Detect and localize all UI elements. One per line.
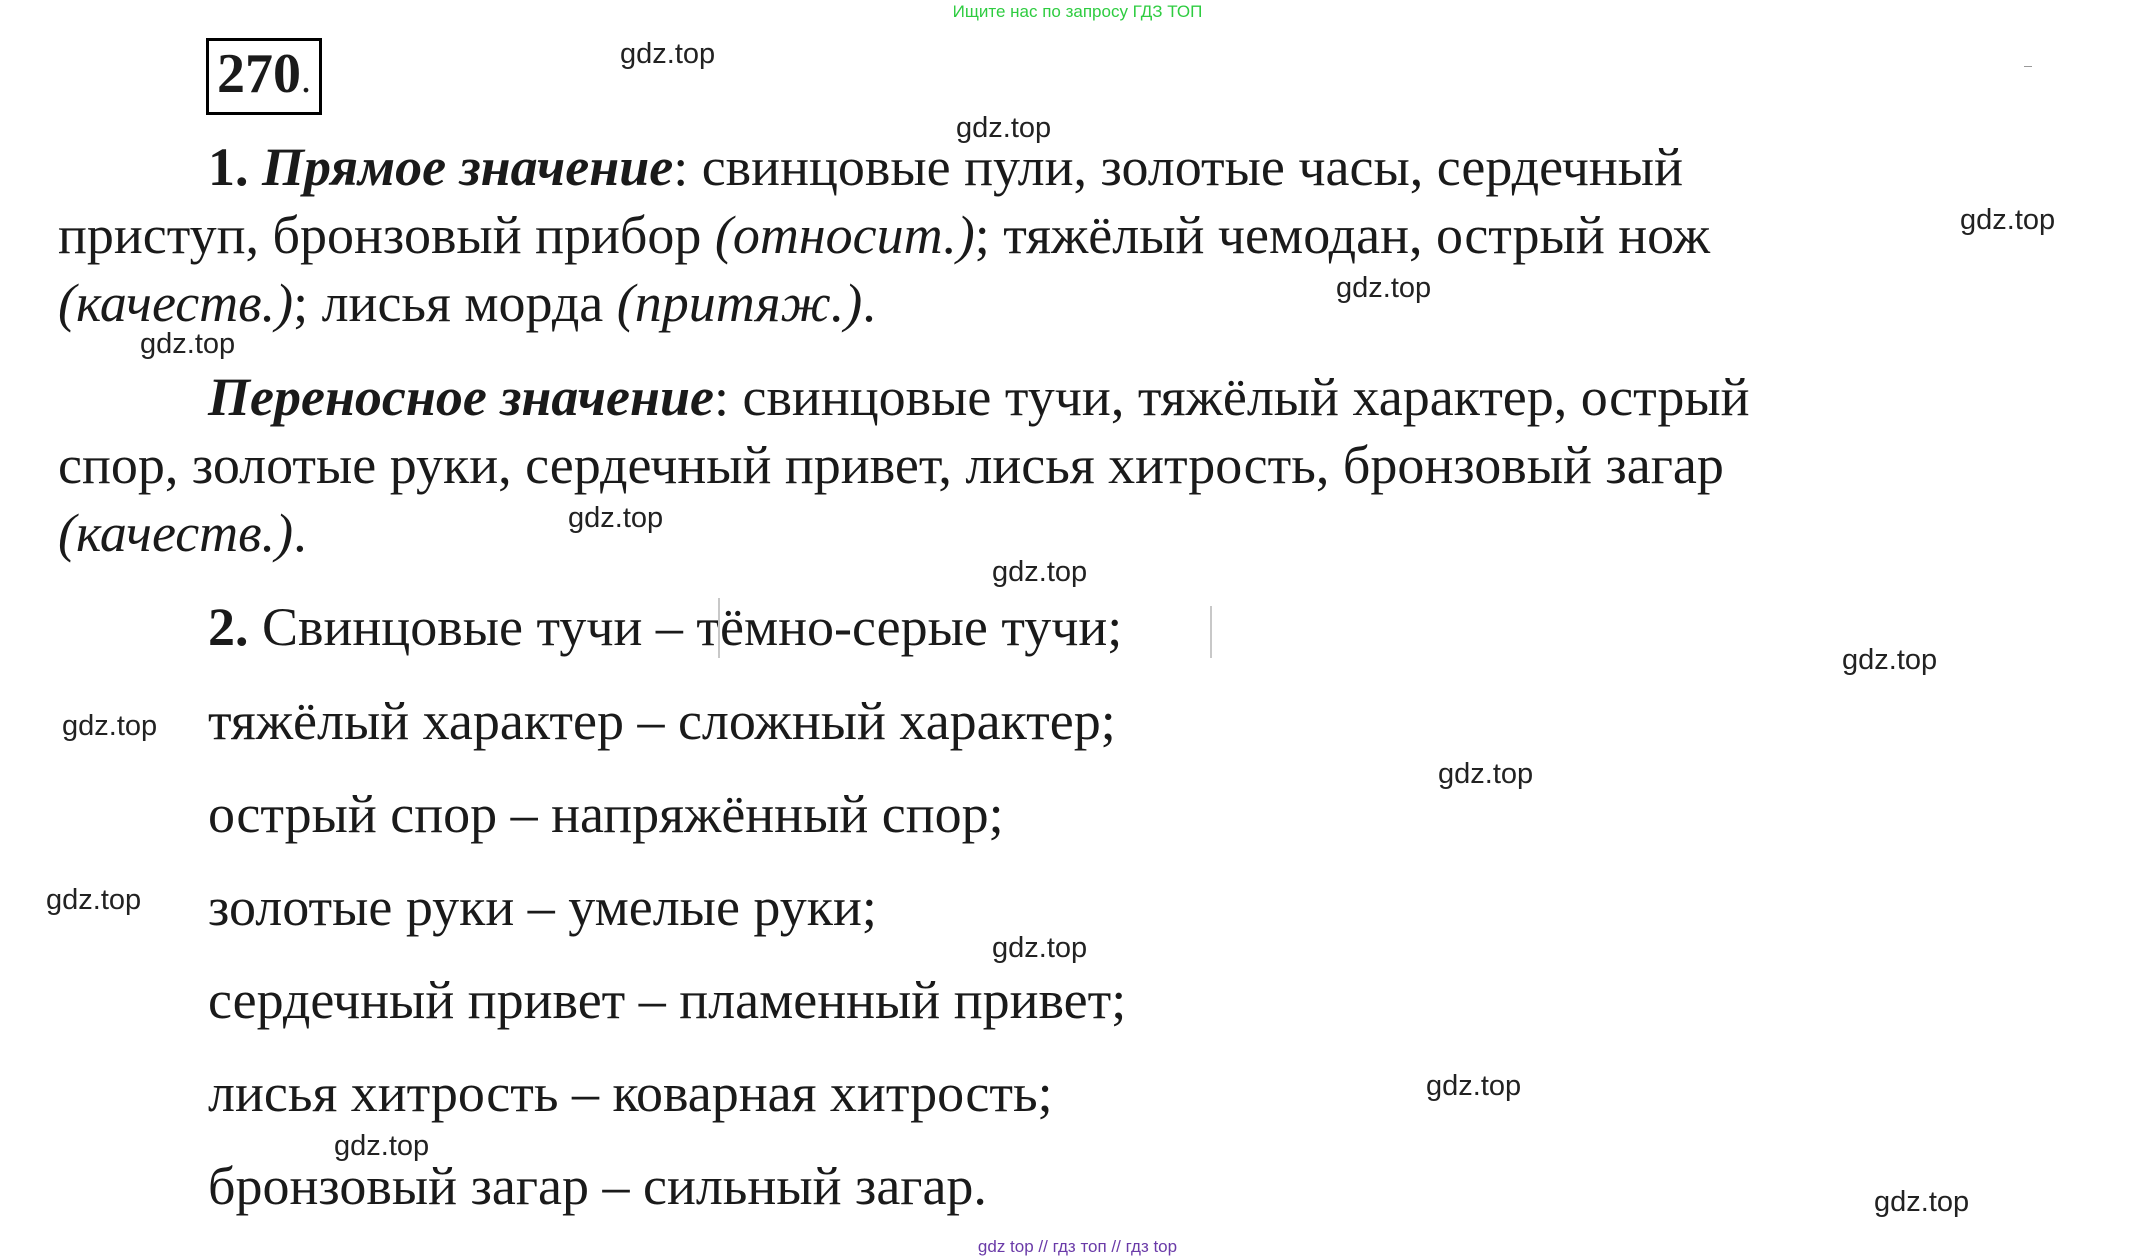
section1-number: 1. xyxy=(208,137,262,197)
watermark: gdz.top xyxy=(1438,758,1534,790)
watermark: gdz.top xyxy=(992,932,1088,964)
decorative-tick xyxy=(2024,66,2032,67)
watermark: gdz.top xyxy=(1336,272,1432,304)
section1-line1-text: : свинцовые пули, золотые часы, сердечный xyxy=(673,137,1683,197)
watermark: gdz.top xyxy=(334,1130,430,1162)
watermark: gdz.top xyxy=(140,328,236,360)
watermark: gdz.top xyxy=(568,502,664,534)
section1-line3 xyxy=(58,272,876,334)
watermark: gdz.top xyxy=(1842,644,1938,676)
quality-note-2: (качеств.) xyxy=(58,503,294,563)
relative-note: (относит.) xyxy=(714,205,975,265)
section1-line2 xyxy=(58,204,1710,266)
section2-line6: лисья хитрость – коварная хитрость; xyxy=(208,1063,1053,1123)
task-number-dot: . xyxy=(301,56,311,101)
watermark: gdz.top xyxy=(1960,204,2056,236)
section1-line1 xyxy=(208,136,1683,198)
ghost-stroke xyxy=(718,598,720,658)
section2-number: 2. xyxy=(208,597,262,657)
line6-dot: . xyxy=(293,503,307,563)
section2-line5: сердечный привет – пламенный привет; xyxy=(208,970,1127,1030)
watermark: gdz.top xyxy=(620,38,716,70)
line2-text-a: приступ, бронзовый прибор xyxy=(58,205,715,265)
section2-line4: золотые руки – умелые руки; xyxy=(208,877,877,937)
section2-line3: острый спор – напряжённый спор; xyxy=(208,784,1004,844)
watermark: gdz.top xyxy=(46,884,142,916)
section1-line5: спор, золотые руки, сердечный привет, лисья хитрость, бронзовый загар xyxy=(58,435,1724,495)
figurative-meaning-title: Переносное значение xyxy=(208,367,714,427)
footer-links: gdz top // гдз топ // гдз top xyxy=(977,1237,1178,1256)
possessive-note: (притяж.) xyxy=(616,273,863,333)
line2-text-c: ; тяжёлый чемодан, острый нож xyxy=(974,205,1711,265)
section2-line1 xyxy=(208,596,1122,658)
watermark: gdz.top xyxy=(956,112,1052,144)
line3-text-b: ; лисья морда xyxy=(293,273,617,333)
line4-text: : свинцовые тучи, тяжёлый характер, острый xyxy=(713,367,1750,427)
pair-1: Свинцовые тучи – тёмно-серые тучи; xyxy=(262,597,1123,657)
task-number xyxy=(206,38,322,115)
line3-dot: . xyxy=(862,273,876,333)
ghost-stroke xyxy=(1210,606,1212,658)
task-number-value: 270 xyxy=(217,43,301,105)
watermark: gdz.top xyxy=(1426,1070,1522,1102)
direct-meaning-title: Прямое значение xyxy=(262,137,674,197)
section1-line6 xyxy=(58,502,307,564)
section1-line4 xyxy=(208,366,1750,428)
watermark: gdz.top xyxy=(62,710,158,742)
quality-note: (качеств.) xyxy=(58,273,294,333)
section2-line2: тяжёлый характер – сложный характер; xyxy=(208,691,1116,751)
top-banner: Ищите нас по запросу ГДЗ ТОП xyxy=(952,2,1203,21)
watermark: gdz.top xyxy=(992,556,1088,588)
section2-line7: бронзовый загар – сильный загар. xyxy=(208,1156,987,1216)
watermark: gdz.top xyxy=(1874,1186,1970,1218)
